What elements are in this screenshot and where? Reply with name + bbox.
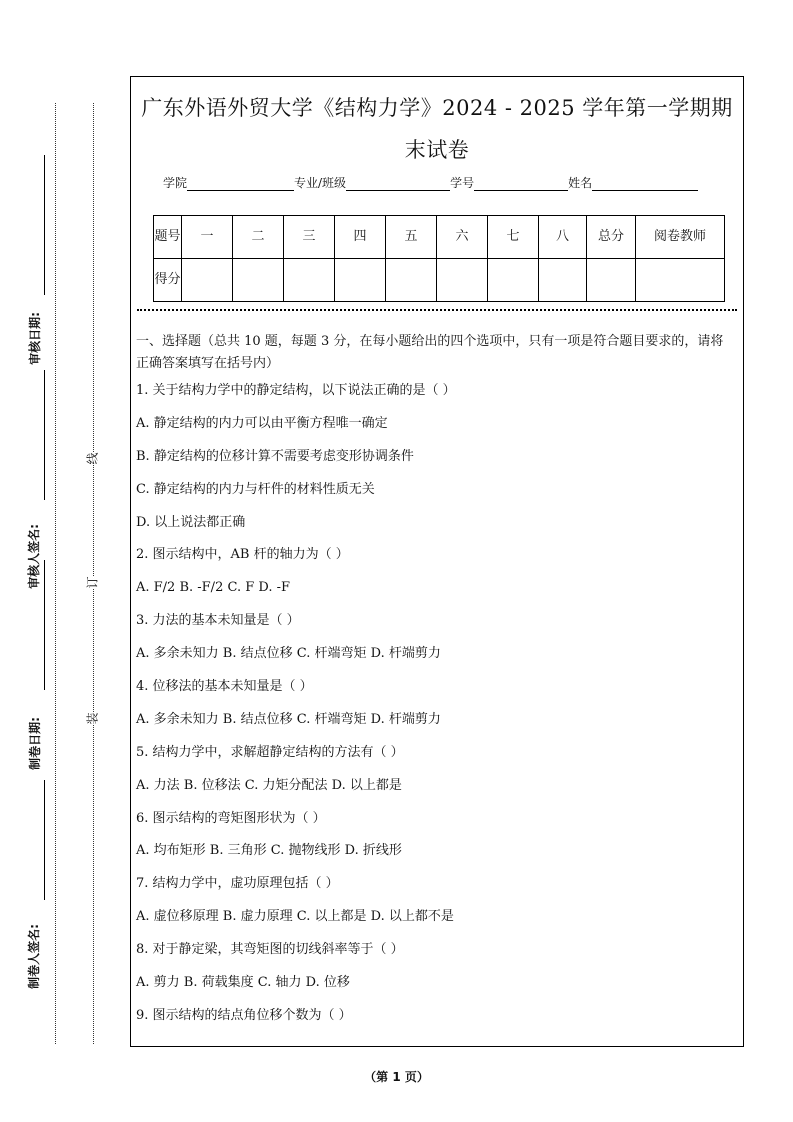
score-table — [153, 215, 725, 302]
reviewer-signature-line — [44, 370, 45, 500]
grader-cell[interactable] — [636, 259, 725, 302]
major-class-field[interactable] — [346, 178, 450, 191]
college-field[interactable] — [187, 178, 294, 191]
question-line: 4. 位移法的基本未知量是（ ） — [136, 679, 313, 695]
option-line: A. 静定结构的内力可以由平衡方程唯一确定 — [136, 415, 388, 431]
binding-mark-line: 线 — [82, 452, 103, 464]
col-4: 四 — [335, 216, 386, 259]
question-line: 2. 图示结构中，AB 杆的轴力为（ ） — [136, 547, 349, 563]
score-cell[interactable] — [539, 259, 587, 302]
student-id-field[interactable] — [474, 178, 568, 191]
col-3: 三 — [284, 216, 335, 259]
score-row — [154, 259, 725, 302]
option-line: A. 剪力 B. 荷载集度 C. 轴力 D. 位移 — [136, 975, 350, 991]
binding-dotted-line-inner — [93, 103, 94, 1044]
score-cell[interactable] — [182, 259, 233, 302]
question-line: 1. 关于结构力学中的静定结构，以下说法正确的是（ ） — [136, 383, 456, 398]
question-list — [136, 380, 736, 1038]
student-info-row — [163, 174, 698, 191]
score-cell[interactable] — [233, 259, 284, 302]
score-cell-total[interactable] — [587, 259, 636, 302]
section-separator — [137, 309, 737, 311]
option-line: A. 多余未知力 B. 结点位移 C. 杆端弯矩 D. 杆端剪力 — [136, 711, 441, 727]
binding-mark-order: 订 — [82, 576, 103, 588]
question-line: 5. 结构力学中，求解超静定结构的方法有（ ） — [136, 744, 404, 760]
col-7: 七 — [488, 216, 539, 259]
review-date-line — [44, 155, 45, 295]
question-line: 3. 力法的基本未知量是（ ） — [136, 613, 300, 629]
option-line: A. 多余未知力 B. 结点位移 C. 杆端弯矩 D. 杆端剪力 — [136, 646, 441, 662]
question-line: 7. 结构力学中，虚功原理包括（ ） — [136, 876, 339, 892]
option-line: C. 静定结构的内力与杆件的材料性质无关 — [136, 481, 375, 497]
col-6: 六 — [437, 216, 488, 259]
page-number: （第 1 页） — [364, 1070, 429, 1084]
col-8: 八 — [539, 216, 587, 259]
preparer-signature-label: 制卷人签名: — [26, 924, 41, 989]
name-label: 姓名 — [568, 176, 593, 190]
question-number-row — [154, 216, 725, 259]
preparer-signature-line — [44, 780, 45, 900]
option-line: D. 以上说法都正确 — [136, 514, 246, 530]
exam-frame — [130, 76, 744, 1047]
college-label: 学院 — [163, 176, 188, 190]
col-1: 一 — [182, 216, 233, 259]
section-1 — [136, 331, 736, 1038]
question-line: 6. 图示结构的弯矩图形状为（ ） — [136, 810, 326, 826]
row-label-score: 得分 — [154, 259, 182, 302]
score-cell[interactable] — [284, 259, 335, 302]
student-id-label: 学号 — [450, 176, 475, 190]
question-line: 9. 图示结构的结点角位移个数为（ ） — [136, 1007, 352, 1023]
prepare-date-line — [44, 560, 45, 690]
review-date-label: 审核日期: — [27, 312, 42, 365]
score-cell[interactable] — [335, 259, 386, 302]
col-grader: 阅卷教师 — [636, 216, 725, 259]
option-line: A. 力法 B. 位移法 C. 力矩分配法 D. 以上都是 — [136, 777, 402, 793]
question-line: 8. 对于静定梁，其弯矩图的切线斜率等于（ ） — [136, 942, 404, 958]
prepare-date-label: 制卷日期: — [27, 717, 42, 770]
major-class-label: 专业/班级 — [294, 176, 347, 190]
binding-dotted-line-outer — [55, 103, 56, 1044]
option-line: A. F/2 B. -F/2 C. F D. -F — [136, 580, 291, 596]
reviewer-signature-label: 审核人签名: — [26, 524, 41, 589]
score-cell[interactable] — [437, 259, 488, 302]
score-cell[interactable] — [488, 259, 539, 302]
col-2: 二 — [233, 216, 284, 259]
option-line: B. 静定结构的位移计算不需要考虑变形协调条件 — [136, 448, 414, 464]
option-line: A. 虚位移原理 B. 虚力原理 C. 以上都是 D. 以上都不是 — [136, 909, 454, 925]
exam-title: 广东外语外贸大学《结构力学》2024 - 2025 学年第一学期期末试卷 — [141, 96, 733, 162]
name-field[interactable] — [592, 178, 698, 191]
col-total: 总分 — [587, 216, 636, 259]
binding-mark-install: 装 — [82, 712, 103, 724]
row-label-question: 题号 — [154, 216, 182, 259]
score-cell[interactable] — [386, 259, 437, 302]
section-1-heading: 一、选择题（总共 10 题，每题 3 分，在每小题给出的四个选项中，只有一项是符合题目要求的，请将正确答案填写在括号内） — [136, 334, 724, 371]
col-5: 五 — [386, 216, 437, 259]
option-line: A. 均布矩形 B. 三角形 C. 抛物线形 D. 折线形 — [136, 843, 402, 859]
